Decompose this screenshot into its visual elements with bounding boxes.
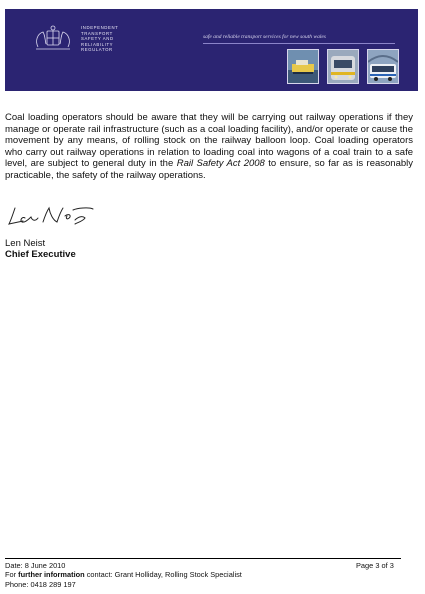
footer-divider: [5, 558, 401, 559]
org-line: RELIABILITY: [81, 41, 114, 47]
ferry-photo: [287, 49, 319, 84]
coat-of-arms-logo: [29, 25, 77, 53]
bus-photo: [367, 49, 399, 84]
footer-contact-prefix: For: [5, 570, 19, 579]
footer-contact-details: contact: Grant Holliday, Rolling Stock Specialist: [84, 570, 242, 579]
header-banner: [5, 9, 418, 91]
footer-contact: [5, 570, 242, 579]
signer-name: Len Neist: [5, 238, 46, 249]
org-line: TRANSPORT: [81, 30, 113, 36]
footer-contact-emphasis: further information: [18, 570, 85, 579]
body-text-part: to ensure, so far as is reasonably practicable, the safety of the railway operations.: [5, 158, 413, 181]
handwritten-signature: [5, 202, 95, 228]
org-line: SAFETY AND: [81, 36, 114, 42]
body-paragraph: [5, 112, 413, 182]
org-line: REGULATOR: [81, 47, 113, 53]
org-line: INDEPENDENT: [81, 25, 119, 30]
tagline: safe and reliable transport services for new south wales: [203, 34, 326, 40]
tagline-divider: [203, 43, 395, 44]
body-text-part: Coal loading operators should be aware that they will be carrying out railway operations if they manage or operate rail infrastructure (such as a coal loading facility), and/or operate or cause the movement by any means, of rolling stock on the railway balloon loop. Coal loading operators who carry out railway operations in relation to loading coal into wagons of a coal train to a safe level, are subject to general duty in the: [5, 112, 413, 170]
page-number: Page 3 of 3: [356, 561, 394, 570]
footer-phone: Phone: 0418 289 197: [5, 580, 76, 589]
act-name: Rail Safety Act 2008: [176, 158, 265, 170]
signer-title: Chief Executive: [5, 249, 76, 260]
footer-date: Date: 8 June 2010: [5, 561, 66, 570]
organisation-name: [81, 25, 141, 53]
train-photo: [327, 49, 359, 84]
